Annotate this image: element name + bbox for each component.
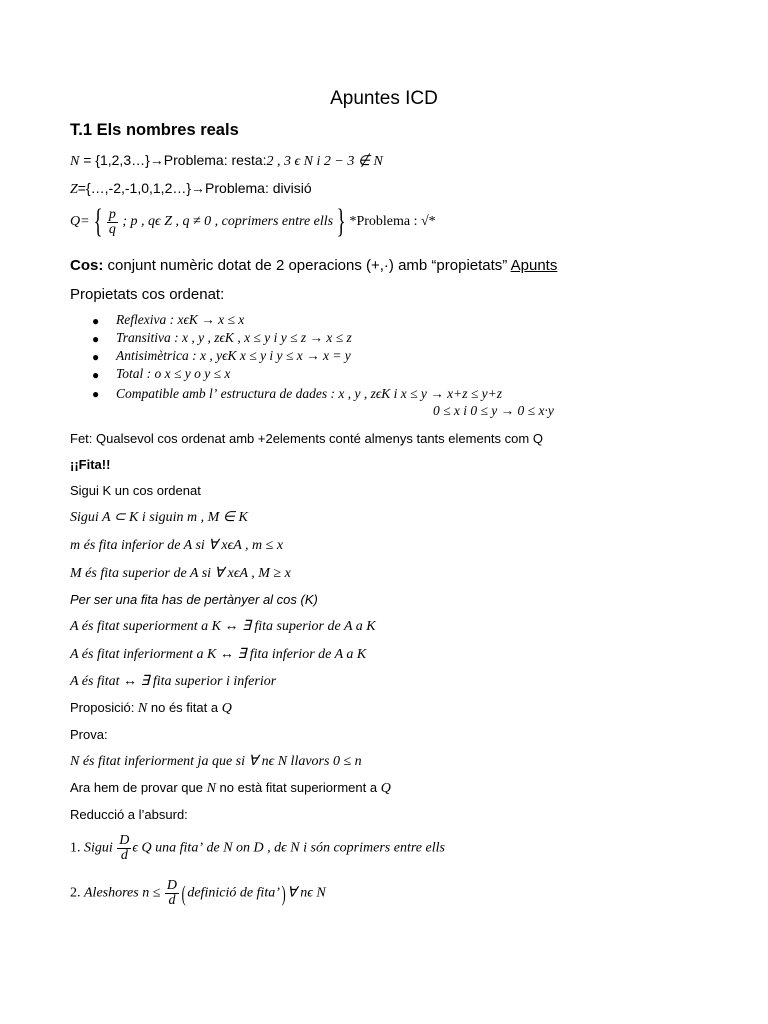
- fet-statement: Fet: Qualsevol cos ordenat amb +2elements conté almenys tants elements com Q: [70, 431, 543, 446]
- sigui-k: Sigui K un cos ordenat: [70, 483, 201, 498]
- step-1-pre: Sigui: [84, 840, 117, 856]
- fitat-def: A és fitat ↔ ∃ fita superior i inferior: [70, 674, 277, 689]
- bullet-icon: ●: [92, 350, 100, 364]
- cos-label: Cos:: [70, 257, 104, 274]
- step-2-text: ∀ nϵ N: [287, 885, 326, 901]
- rationals-conditions: ; p , qϵ Z , q ≠ 0 , coprimers entre ells: [118, 213, 334, 229]
- right-paren: ): [281, 880, 286, 906]
- naturals-symbol: N: [137, 701, 148, 716]
- step-2: [70, 879, 326, 908]
- property-antisymmetric: Antisimètrica : x , yϵK x ≤ y i y ≤ x → x = y: [116, 348, 351, 363]
- left-brace: {: [93, 203, 103, 240]
- fraction-denominator: d: [120, 848, 128, 863]
- bullet-icon: ●: [92, 314, 100, 328]
- rationals-symbol: Q: [221, 701, 232, 716]
- naturals-line: [70, 152, 383, 170]
- fita-superior-def: M és fita superior de A si ∀ xϵA , M ≥ x: [70, 566, 291, 581]
- naturals-expression: 2 , 3 ϵ N i 2 − 3 ∉ N: [266, 154, 383, 169]
- arrow-icon: →: [191, 180, 206, 196]
- bullet-icon: ●: [92, 332, 100, 346]
- step-1: [70, 834, 445, 863]
- ara-hem-de-provar: [70, 781, 391, 797]
- property-transitive: Transitiva : x , y , zϵK , x ≤ y i y ≤ z → x ≤ z: [116, 330, 352, 345]
- ordered-properties-title: Propietats cos ordenat:: [70, 286, 225, 303]
- fitat-superiorment-def: A és fitat superiorment a K ↔ ∃ fita superior de A a K: [70, 619, 376, 634]
- bullet-icon: ●: [92, 387, 100, 401]
- naturals-set: = {1,2,3…}: [79, 152, 150, 168]
- step-2-number: 2.: [70, 885, 84, 901]
- fraction-numerator: D: [166, 878, 178, 893]
- integers-symbol: Z: [70, 182, 78, 197]
- property-compatible-line2: 0 ≤ x i 0 ≤ y → 0 ≤ x·y: [433, 403, 554, 418]
- naturals-problem: Problema: resta:: [163, 152, 267, 168]
- fita-title: ¡¡Fita!!: [70, 457, 111, 472]
- arrow-icon: →: [149, 152, 164, 168]
- rationals-lhs: Q=: [70, 213, 90, 229]
- document-title: Apuntes ICD: [330, 88, 438, 109]
- naturals-symbol: N: [70, 154, 80, 169]
- step-1-text: ϵ Q una fitaʼ de N on D , dϵ N i són coprimers entre ells: [132, 840, 445, 856]
- rationals-line: [70, 205, 436, 239]
- prova-label: Prova:: [70, 727, 108, 742]
- n-fitat-inferiorment: N és fitat inferiorment ja que si ∀ nϵ N llavors 0 ≤ n: [70, 754, 362, 769]
- naturals-symbol: N: [206, 781, 216, 796]
- step-2-pre: Aleshores n ≤: [84, 885, 164, 901]
- rationals-problem: *Problema : √*: [349, 213, 436, 229]
- ara-text: Ara hem de provar que: [70, 780, 207, 795]
- integers-set: ={…,-2,-1,0,1,2…}: [77, 180, 192, 196]
- cos-text: conjunt numèric dotat de 2 operacions (+,·) amb “propietats”: [103, 257, 511, 274]
- fraction-denominator: d: [168, 893, 176, 908]
- step-1-fraction: [117, 834, 131, 863]
- reduccio-label: Reducció a l’absurd:: [70, 807, 188, 822]
- sigui-a: Sigui A ⊂ K i siguin m , M ∈ K: [70, 510, 248, 525]
- proposicio: [70, 701, 232, 717]
- step-2-definition: definició de fitaʼ: [187, 885, 280, 901]
- left-paren: (: [181, 880, 186, 906]
- step-2-fraction: [165, 879, 179, 908]
- fita-inferior-def: m és fita inferior de A si ∀ xϵA , m ≤ x: [70, 538, 284, 553]
- proposicio-text: no és fitat a: [147, 700, 222, 715]
- bullet-icon: ●: [92, 368, 100, 382]
- step-1-number: 1.: [70, 840, 84, 856]
- section-heading: T.1 Els nombres reals: [70, 121, 239, 139]
- fraction-numerator: D: [119, 833, 130, 848]
- fraction-numerator: p: [108, 206, 116, 222]
- right-brace: }: [336, 203, 346, 240]
- fraction-denominator: q: [108, 221, 116, 237]
- property-reflexive: Reflexiva : xϵK → x ≤ x: [116, 312, 245, 327]
- fitat-inferiorment-def: A és fitat inferiorment a K ↔ ∃ fita inferior de A a K: [70, 647, 367, 662]
- apunts-link[interactable]: Apunts: [510, 257, 558, 274]
- per-ser-note: Per ser una fita has de pertànyer al cos (K): [70, 592, 318, 607]
- property-compatible: Compatible amb lʼ estructura de dades : x , y , zϵK i x ≤ y → x+z ≤ y+z: [116, 386, 503, 401]
- rationals-fraction: [107, 208, 118, 237]
- property-total: Total : o x ≤ y o y ≤ x: [116, 366, 231, 381]
- ara-text-mid: no està fitat superiorment a: [215, 780, 381, 795]
- cos-definition: [70, 257, 557, 274]
- rationals-symbol: Q: [380, 781, 391, 796]
- integers-problem: Problema: divisió: [205, 180, 312, 196]
- integers-line: [70, 180, 312, 198]
- proposicio-label: Proposició:: [70, 700, 138, 715]
